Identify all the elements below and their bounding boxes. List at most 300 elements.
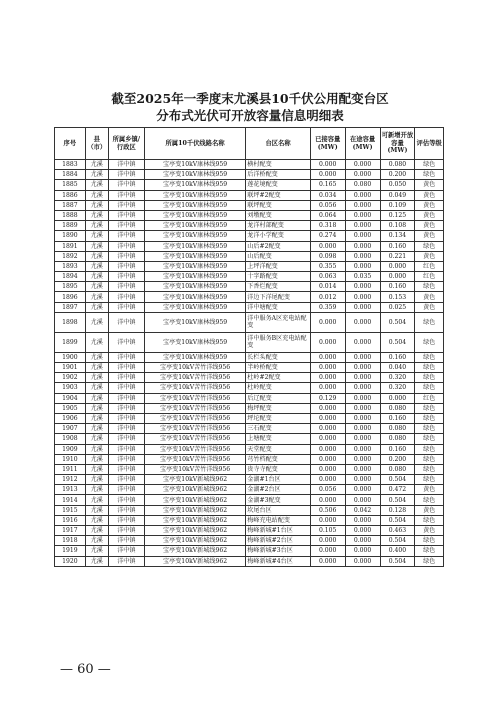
header-township: 所属乡镇/行政区: [108, 128, 144, 160]
cell-line-name: 宝亭变10kV新城线962: [144, 505, 245, 515]
cell-index: 1915: [55, 505, 86, 515]
cell-index: 1920: [55, 556, 86, 566]
cell-county: 尤溪: [85, 312, 108, 332]
cell-county: 尤溪: [85, 332, 108, 352]
table-row: [55, 170, 444, 180]
cell-county: 尤溪: [85, 170, 108, 180]
table-row: [55, 434, 444, 444]
header-index: 序号: [55, 128, 86, 160]
cell-connected: 0.063: [310, 272, 345, 282]
cell-open: 0.080: [380, 424, 415, 434]
cell-connected: 0.000: [310, 352, 345, 362]
cell-county: 尤溪: [85, 475, 108, 485]
cell-open: 0.108: [380, 221, 415, 231]
cell-rating: 黄色: [415, 210, 444, 220]
cell-station-name: 联坪#2配变: [246, 190, 310, 200]
cell-county: 尤溪: [85, 200, 108, 210]
cell-township: 洋中镇: [108, 170, 144, 180]
cell-station-name: 杜岭#2配变: [246, 373, 310, 383]
cell-station-name: 三石配变: [246, 424, 310, 434]
cell-pending: 0.000: [345, 546, 380, 556]
cell-index: 1898: [55, 312, 86, 332]
table-row: [55, 413, 444, 423]
table-row: [55, 454, 444, 464]
table-row: [55, 505, 444, 515]
cell-index: 1917: [55, 526, 86, 536]
cell-township: 洋中镇: [108, 413, 144, 423]
table-row: [55, 515, 444, 525]
cell-index: 1918: [55, 536, 86, 546]
cell-connected: 0.000: [310, 241, 345, 251]
cell-line-name: 宝亭变10kV苦竹洋线956: [144, 363, 245, 373]
cell-county: 尤溪: [85, 444, 108, 454]
cell-line-name: 宝亭变10kV康林线959: [144, 231, 245, 241]
cell-station-name: 金湖#2台区: [246, 485, 310, 495]
cell-township: 洋中镇: [108, 231, 144, 241]
cell-rating: 绿色: [415, 312, 444, 332]
cell-index: 1892: [55, 251, 86, 261]
cell-township: 洋中镇: [108, 190, 144, 200]
table-row: [55, 241, 444, 251]
cell-connected: 0.000: [310, 160, 345, 170]
cell-station-name: 洋中塘配变: [246, 302, 310, 312]
cell-line-name: 宝亭变10kV苦竹洋线956: [144, 393, 245, 403]
cell-line-name: 宝亭变10kV康林线959: [144, 302, 245, 312]
cell-county: 尤溪: [85, 546, 108, 556]
cell-line-name: 宝亭变10kV新城线962: [144, 515, 245, 525]
cell-index: 1888: [55, 210, 86, 220]
capacity-table: [54, 127, 444, 567]
cell-open: 0.504: [380, 515, 415, 525]
cell-open: 0.080: [380, 403, 415, 413]
cell-line-name: 宝亭变10kV新城线962: [144, 546, 245, 556]
cell-pending: 0.000: [345, 464, 380, 474]
cell-connected: 0.064: [310, 210, 345, 220]
cell-county: 尤溪: [85, 403, 108, 413]
cell-open: 0.080: [380, 160, 415, 170]
table-row: [55, 332, 444, 352]
header-pending-capacity: 在途容量(MW): [345, 128, 380, 160]
table-row: [55, 210, 444, 220]
cell-connected: 0.000: [310, 464, 345, 474]
table-row: [55, 464, 444, 474]
cell-pending: 0.000: [345, 403, 380, 413]
cell-station-name: 刘墩配变: [246, 210, 310, 220]
cell-line-name: 宝亭变10kV苦竹洋线956: [144, 373, 245, 383]
cell-station-name: 十字路配变: [246, 272, 310, 282]
cell-township: 洋中镇: [108, 383, 144, 393]
cell-station-name: 山后配变: [246, 251, 310, 261]
cell-rating: 绿色: [415, 403, 444, 413]
cell-open: 0.200: [380, 170, 415, 180]
cell-county: 尤溪: [85, 505, 108, 515]
cell-line-name: 宝亭变10kV康林线959: [144, 261, 245, 271]
cell-rating: 黄色: [415, 180, 444, 190]
cell-line-name: 宝亭变10kV康林线959: [144, 221, 245, 231]
cell-township: 洋中镇: [108, 434, 144, 444]
cell-pending: 0.000: [345, 515, 380, 525]
cell-open: 0.080: [380, 434, 415, 444]
cell-open: 0.504: [380, 475, 415, 485]
cell-county: 尤溪: [85, 210, 108, 220]
cell-open: 0.000: [380, 261, 415, 271]
cell-index: 1913: [55, 485, 86, 495]
cell-township: 洋中镇: [108, 352, 144, 362]
table-body: [55, 160, 444, 567]
cell-township: 洋中镇: [108, 556, 144, 566]
cell-rating: 绿色: [415, 454, 444, 464]
cell-connected: 0.000: [310, 170, 345, 180]
cell-index: 1903: [55, 383, 86, 393]
table-row: [55, 475, 444, 485]
cell-county: 尤溪: [85, 272, 108, 282]
cell-county: 尤溪: [85, 190, 108, 200]
table-row: [55, 546, 444, 556]
cell-rating: 绿色: [415, 515, 444, 525]
cell-township: 洋中镇: [108, 403, 144, 413]
cell-pending: 0.000: [345, 424, 380, 434]
cell-open: 0.000: [380, 393, 415, 403]
cell-station-name: 洋边下洋尾配变: [246, 292, 310, 302]
cell-pending: 0.000: [345, 210, 380, 220]
cell-open: 0.472: [380, 485, 415, 495]
cell-county: 尤溪: [85, 454, 108, 464]
cell-connected: 0.000: [310, 454, 345, 464]
cell-line-name: 宝亭变10kV康林线959: [144, 200, 245, 210]
cell-open: 0.080: [380, 464, 415, 474]
cell-county: 尤溪: [85, 221, 108, 231]
table-row: [55, 363, 444, 373]
cell-township: 洋中镇: [108, 464, 144, 474]
cell-line-name: 宝亭变10kV康林线959: [144, 251, 245, 261]
cell-county: 尤溪: [85, 352, 108, 362]
cell-connected: 0.105: [310, 526, 345, 536]
cell-station-name: 长栏头配变: [246, 352, 310, 362]
cell-index: 1904: [55, 393, 86, 403]
cell-township: 洋中镇: [108, 495, 144, 505]
cell-index: 1893: [55, 261, 86, 271]
table-row: [55, 272, 444, 282]
cell-station-name: 洋中服务B区充电站配变: [246, 332, 310, 352]
header-open-capacity: 可新增开放容量(MW): [380, 128, 415, 160]
cell-township: 洋中镇: [108, 312, 144, 332]
cell-station-name: 金湖#1台区: [246, 475, 310, 485]
header-line-name: 所属10千伏线路名称: [144, 128, 245, 160]
table-row: [55, 180, 444, 190]
cell-county: 尤溪: [85, 393, 108, 403]
cell-connected: 0.056: [310, 200, 345, 210]
cell-county: 尤溪: [85, 261, 108, 271]
document-title-line1: 截至2025年一季度末尤溪县10千伏公用配变台区: [111, 91, 389, 106]
cell-pending: 0.000: [345, 444, 380, 454]
table-row: [55, 261, 444, 271]
cell-line-name: 宝亭变10kV康林线959: [144, 160, 245, 170]
cell-station-name: 梅峰新城#4台区: [246, 556, 310, 566]
table-row: [55, 352, 444, 362]
cell-pending: 0.000: [345, 413, 380, 423]
cell-pending: 0.000: [345, 190, 380, 200]
table-row: [55, 536, 444, 546]
table-row: [55, 231, 444, 241]
cell-county: 尤溪: [85, 434, 108, 444]
cell-connected: 0.000: [310, 363, 345, 373]
cell-rating: 绿色: [415, 352, 444, 362]
document-title-line2: 分布式光伏可开放容量信息明细表: [156, 108, 344, 123]
cell-index: 1905: [55, 403, 86, 413]
table-row: [55, 282, 444, 292]
cell-rating: 黄色: [415, 190, 444, 200]
cell-pending: 0.000: [345, 251, 380, 261]
cell-rating: 绿色: [415, 556, 444, 566]
cell-county: 尤溪: [85, 485, 108, 495]
cell-connected: 0.000: [310, 515, 345, 525]
cell-township: 洋中镇: [108, 272, 144, 282]
cell-county: 尤溪: [85, 292, 108, 302]
table-header-row: [55, 128, 444, 160]
cell-connected: 0.000: [310, 444, 345, 454]
cell-township: 洋中镇: [108, 160, 144, 170]
cell-open: 0.221: [380, 251, 415, 261]
cell-county: 尤溪: [85, 241, 108, 251]
cell-rating: 绿色: [415, 170, 444, 180]
cell-county: 尤溪: [85, 464, 108, 474]
cell-pending: 0.000: [345, 393, 380, 403]
table-row: [55, 200, 444, 210]
cell-township: 洋中镇: [108, 282, 144, 292]
cell-pending: 0.000: [345, 282, 380, 292]
cell-county: 尤溪: [85, 231, 108, 241]
cell-pending: 0.000: [345, 292, 380, 302]
cell-connected: 0.129: [310, 393, 345, 403]
cell-township: 洋中镇: [108, 302, 144, 312]
table-row: [55, 302, 444, 312]
cell-index: 1894: [55, 272, 86, 282]
cell-index: 1891: [55, 241, 86, 251]
cell-county: 尤溪: [85, 251, 108, 261]
cell-county: 尤溪: [85, 180, 108, 190]
cell-pending: 0.000: [345, 241, 380, 251]
table-row: [55, 393, 444, 403]
cell-line-name: 宝亭变10kV苦竹洋线956: [144, 464, 245, 474]
cell-index: 1900: [55, 352, 86, 362]
cell-line-name: 宝亭变10kV新城线962: [144, 485, 245, 495]
cell-township: 洋中镇: [108, 536, 144, 546]
cell-rating: 绿色: [415, 464, 444, 474]
cell-county: 尤溪: [85, 556, 108, 566]
cell-township: 洋中镇: [108, 444, 144, 454]
cell-connected: 0.000: [310, 475, 345, 485]
cell-index: 1910: [55, 454, 86, 464]
cell-station-name: 龙洋小学配变: [246, 231, 310, 241]
cell-station-name: 梅峰新城#1台区: [246, 526, 310, 536]
cell-station-name: 莲花境配变: [246, 180, 310, 190]
cell-pending: 0.000: [345, 383, 380, 393]
cell-rating: 黄色: [415, 292, 444, 302]
cell-index: 1902: [55, 373, 86, 383]
header-rating: 评估等级: [415, 128, 444, 160]
cell-county: 尤溪: [85, 302, 108, 312]
cell-station-name: 横村配变: [246, 160, 310, 170]
cell-county: 尤溪: [85, 424, 108, 434]
table-row: [55, 424, 444, 434]
cell-connected: 0.000: [310, 312, 345, 332]
cell-rating: 绿色: [415, 282, 444, 292]
cell-index: 1907: [55, 424, 86, 434]
cell-connected: 0.355: [310, 261, 345, 271]
cell-station-name: 联坪配变: [246, 200, 310, 210]
cell-index: 1901: [55, 363, 86, 373]
cell-township: 洋中镇: [108, 505, 144, 515]
cell-connected: 0.012: [310, 292, 345, 302]
cell-connected: 0.000: [310, 383, 345, 393]
cell-station-name: 梅峰充电站配变: [246, 515, 310, 525]
cell-line-name: 宝亭变10kV新城线962: [144, 495, 245, 505]
cell-open: 0.160: [380, 413, 415, 423]
cell-rating: 绿色: [415, 373, 444, 383]
cell-connected: 0.034: [310, 190, 345, 200]
cell-index: 1899: [55, 332, 86, 352]
cell-line-name: 宝亭变10kV康林线959: [144, 272, 245, 282]
table-row: [55, 190, 444, 200]
cell-township: 洋中镇: [108, 485, 144, 495]
cell-station-name: 上塘配变: [246, 434, 310, 444]
cell-station-name: 芎竹档配变: [246, 454, 310, 464]
cell-township: 洋中镇: [108, 332, 144, 352]
cell-pending: 0.000: [345, 170, 380, 180]
cell-pending: 0.000: [345, 312, 380, 332]
cell-open: 0.128: [380, 505, 415, 515]
cell-pending: 0.000: [345, 332, 380, 352]
cell-rating: 绿色: [415, 241, 444, 251]
cell-open: 0.320: [380, 383, 415, 393]
cell-open: 0.109: [380, 200, 415, 210]
cell-rating: 绿色: [415, 424, 444, 434]
cell-rating: 绿色: [415, 160, 444, 170]
cell-station-name: 上坪洋配变: [246, 261, 310, 271]
cell-rating: 绿色: [415, 434, 444, 444]
table-row: [55, 160, 444, 170]
cell-county: 尤溪: [85, 363, 108, 373]
cell-open: 0.125: [380, 210, 415, 220]
cell-station-name: 坎尾台区: [246, 505, 310, 515]
cell-station-name: 洋中服务A区充电站配变: [246, 312, 310, 332]
table-row: [55, 403, 444, 413]
cell-rating: 绿色: [415, 383, 444, 393]
cell-rating: 黄色: [415, 485, 444, 495]
cell-county: 尤溪: [85, 160, 108, 170]
cell-township: 洋中镇: [108, 373, 144, 383]
cell-station-name: 后洋桥配变: [246, 170, 310, 180]
cell-pending: 0.000: [345, 352, 380, 362]
cell-rating: 红色: [415, 261, 444, 271]
cell-open: 0.025: [380, 302, 415, 312]
cell-station-name: 龙洋村部配变: [246, 221, 310, 231]
cell-station-name: 半岭桥配变: [246, 363, 310, 373]
cell-connected: 0.000: [310, 495, 345, 505]
cell-open: 0.504: [380, 536, 415, 546]
cell-township: 洋中镇: [108, 393, 144, 403]
cell-line-name: 宝亭变10kV康林线959: [144, 282, 245, 292]
cell-line-name: 宝亭变10kV苦竹洋线956: [144, 444, 245, 454]
header-station-name: 台区名称: [246, 128, 310, 160]
cell-open: 0.463: [380, 526, 415, 536]
cell-station-name: 梅坪配变: [246, 403, 310, 413]
cell-pending: 0.000: [345, 302, 380, 312]
cell-township: 洋中镇: [108, 261, 144, 271]
cell-open: 0.320: [380, 373, 415, 383]
cell-open: 0.153: [380, 292, 415, 302]
cell-connected: 0.000: [310, 373, 345, 383]
cell-index: 1911: [55, 464, 86, 474]
cell-township: 洋中镇: [108, 241, 144, 251]
table-row: [55, 312, 444, 332]
cell-line-name: 宝亭变10kV苦竹洋线956: [144, 454, 245, 464]
cell-station-name: 坪坨配变: [246, 413, 310, 423]
cell-rating: 黄色: [415, 505, 444, 515]
table-row: [55, 292, 444, 302]
cell-connected: 0.098: [310, 251, 345, 261]
cell-line-name: 宝亭变10kV康林线959: [144, 352, 245, 362]
cell-index: 1895: [55, 282, 86, 292]
cell-open: 0.049: [380, 190, 415, 200]
cell-rating: 黄色: [415, 526, 444, 536]
cell-county: 尤溪: [85, 373, 108, 383]
cell-pending: 0.000: [345, 434, 380, 444]
cell-county: 尤溪: [85, 413, 108, 423]
cell-index: 1896: [55, 292, 86, 302]
cell-open: 0.000: [380, 272, 415, 282]
cell-open: 0.504: [380, 495, 415, 505]
cell-index: 1906: [55, 413, 86, 423]
cell-pending: 0.000: [345, 373, 380, 383]
cell-line-name: 宝亭变10kV康林线959: [144, 190, 245, 200]
cell-open: 0.160: [380, 352, 415, 362]
cell-pending: 0.000: [345, 261, 380, 271]
cell-index: 1884: [55, 170, 86, 180]
cell-township: 洋中镇: [108, 210, 144, 220]
cell-line-name: 宝亭变10kV苦竹洋线956: [144, 434, 245, 444]
header-county: 县（市）: [85, 128, 108, 160]
cell-township: 洋中镇: [108, 221, 144, 231]
cell-rating: 红色: [415, 393, 444, 403]
cell-pending: 0.080: [345, 180, 380, 190]
cell-station-name: 金湖#3配变: [246, 495, 310, 505]
cell-index: 1885: [55, 180, 86, 190]
cell-pending: 0.000: [345, 160, 380, 170]
cell-county: 尤溪: [85, 515, 108, 525]
cell-pending: 0.000: [345, 231, 380, 241]
cell-index: 1889: [55, 221, 86, 231]
cell-township: 洋中镇: [108, 251, 144, 261]
cell-pending: 0.000: [345, 556, 380, 566]
table-row: [55, 485, 444, 495]
cell-pending: 0.000: [345, 221, 380, 231]
cell-open: 0.160: [380, 444, 415, 454]
cell-line-name: 宝亭变10kV康林线959: [144, 241, 245, 251]
cell-township: 洋中镇: [108, 292, 144, 302]
table-row: [55, 383, 444, 393]
cell-line-name: 宝亭变10kV新城线962: [144, 475, 245, 485]
cell-line-name: 宝亭变10kV康林线959: [144, 312, 245, 332]
cell-index: 1916: [55, 515, 86, 525]
cell-open: 0.400: [380, 546, 415, 556]
cell-pending: 0.042: [345, 505, 380, 515]
cell-rating: 绿色: [415, 495, 444, 505]
cell-rating: 绿色: [415, 363, 444, 373]
page-number: — 60 —: [60, 662, 111, 677]
cell-station-name: 天堂配变: [246, 444, 310, 454]
cell-township: 洋中镇: [108, 526, 144, 536]
